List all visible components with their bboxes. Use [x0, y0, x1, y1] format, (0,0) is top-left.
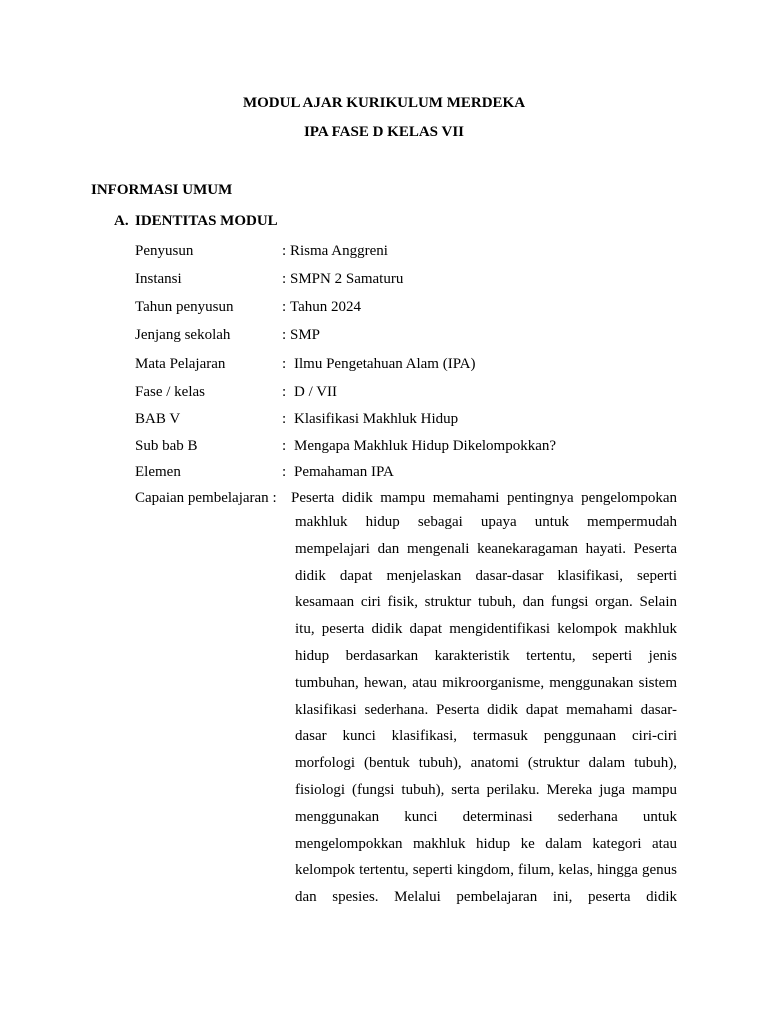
paragraph-line: fisiologi (fungsi tubuh), serta perilaku. Mereka juga mampu [295, 781, 677, 798]
document-title: MODUL AJAR KURIKULUM MERDEKA [242, 95, 526, 111]
subsection-heading [114, 212, 278, 230]
section-heading: INFORMASI UMUM [91, 182, 233, 198]
identity-label: Sub bab B [135, 438, 198, 454]
paragraph-line: klasifikasi sederhana. Peserta didik dapat memahami dasar- [295, 701, 677, 718]
identity-separator: : [282, 411, 287, 427]
capaian-label [135, 489, 277, 507]
identity-value: SMPN 2 Samaturu [290, 271, 404, 287]
identity-separator: : [282, 243, 287, 259]
identity-separator: : [282, 299, 287, 315]
identity-value: Klasifikasi Makhluk Hidup [294, 411, 459, 427]
subsection-title: IDENTITAS MODUL [135, 213, 278, 229]
paragraph-line: morfologi (bentuk tubuh), anatomi (struktur dalam tubuh), [295, 755, 677, 772]
paragraph-line: hidup berdasarkan karakteristik tertentu, seperti jenis [295, 647, 677, 664]
identity-value: Mengapa Makhluk Hidup Dikelompokkan? [294, 438, 557, 454]
paragraph-line: didik dapat menjelaskan dasar-dasar klasifikasi, seperti [295, 567, 677, 584]
identity-separator: : [282, 356, 287, 372]
identity-separator: : [282, 464, 287, 480]
identity-value: Tahun 2024 [290, 299, 362, 315]
paragraph-line: itu, peserta didik dapat mengidentifikasi kelompok makhluk [295, 621, 677, 638]
identity-label: Jenjang sekolah [135, 327, 231, 343]
paragraph-line: menggunakan kunci determinasi sederhana untuk [295, 808, 677, 825]
identity-label: Elemen [135, 464, 181, 480]
identity-separator: : [282, 271, 287, 287]
identity-separator: : [282, 438, 287, 454]
identity-label: Fase / kelas [135, 384, 205, 400]
identity-value: Risma Anggreni [290, 243, 388, 259]
document-subtitle: IPA FASE D KELAS VII [303, 124, 465, 140]
paragraph-line: tumbuhan, hewan, atau mikroorganisme, menggunakan sistem [295, 674, 677, 691]
identity-label: Instansi [135, 271, 182, 287]
paragraph-line: mempelajari dan mengenali keanekaragaman hayati. Peserta [295, 540, 677, 557]
subsection-number: A. [114, 213, 129, 229]
paragraph-line: mengelompokkan makhluk hidup ke dalam kategori atau [295, 835, 677, 852]
identity-value: SMP [290, 327, 321, 343]
identity-label: Tahun penyusun [135, 299, 234, 315]
capaian-paragraph [295, 509, 677, 911]
identity-label: Mata Pelajaran [135, 356, 226, 372]
identity-separator: : [282, 327, 287, 343]
capaian-label-text: Capaian pembelajaran [135, 490, 269, 506]
capaian-separator: : [272, 490, 277, 506]
identity-value: Pemahaman IPA [294, 464, 394, 480]
paragraph-line: kesamaan ciri fisik, struktur tubuh, dan fungsi organ. Selain [295, 594, 677, 611]
paragraph-line: makhluk hidup sebagai upaya untuk mempermudah [295, 514, 677, 530]
paragraph-line: dasar kunci klasifikasi, termasuk penggunaan ciri-ciri [295, 728, 677, 745]
identity-label: Penyusun [135, 243, 194, 259]
identity-label: BAB V [135, 411, 181, 427]
identity-separator: : [282, 384, 287, 400]
identity-value: D / VII [294, 384, 338, 400]
capaian-first-line: Peserta didik mampu memahami pentingnya pengelompokan [291, 490, 677, 506]
paragraph-line: dan spesies. Melalui pembelajaran ini, peserta didik [295, 889, 677, 906]
paragraph-line: kelompok tertentu, seperti kingdom, filum, kelas, hingga genus [295, 862, 677, 879]
identity-value: Ilmu Pengetahuan Alam (IPA) [294, 356, 476, 372]
